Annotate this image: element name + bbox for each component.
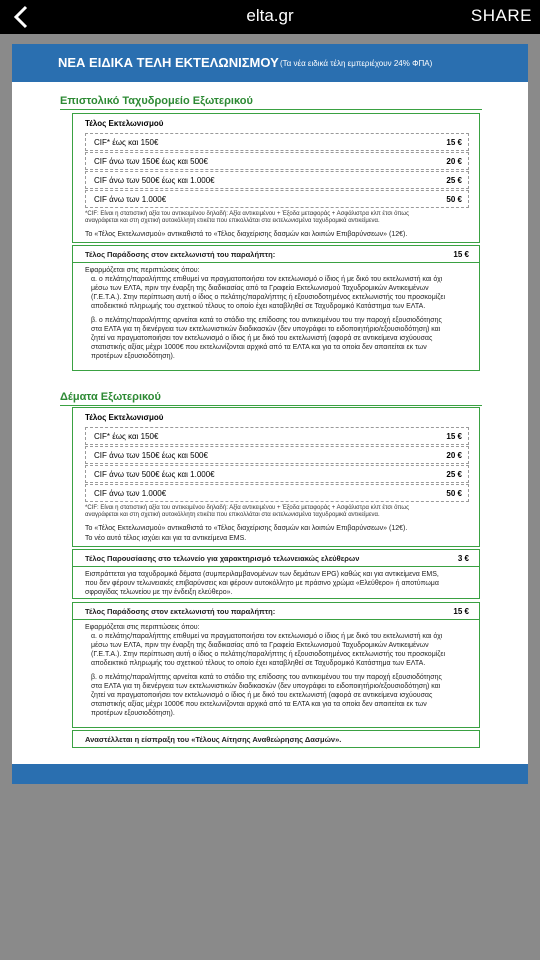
fee-row-label: CIF άνω των 150€ έως και 500€	[94, 451, 208, 460]
replacement-note: Το «Τέλος Εκτελωνισμού» αντικαθιστά το «Τέλος διαχείρισης δασμών και λοιπών Επιβαρύνσεων» (12€).	[85, 231, 408, 238]
fee-row-amount: 50 €	[446, 195, 462, 204]
share-button[interactable]: SHARE	[470, 6, 532, 25]
presentation-text: που δεν φέρουν τελωνειακές επιβαρύνσεις και φέρουν αυτοκόλλητο με πράσινο χρώμα «Ελεύθερο» ή αποτύπωμα	[85, 580, 439, 587]
presentation-text: Εισπράττεται για ταχυδρομικά δέματα (συμπεριλαμβανομένων των δεμάτων EPG) καθώς και για αντικείμενα EMS,	[85, 571, 439, 578]
presentation-fee-box	[72, 549, 480, 599]
case-b-text: στατιστικής αξίας μέχρι 1000€ που εκτελωνίζονται αρχικά από τα ΕΛΤΑ και για τα οποία δεν απαιτείται εκ των	[91, 701, 427, 708]
document-banner	[12, 44, 528, 82]
case-a-text: αποδεικτικό πληρωμής του σχετικού τέλους το οποίο έχει καταβληθεί σε Ταχυδρομικό Κατάστημα των ΕΛΤΑ.	[91, 660, 426, 667]
divider	[73, 262, 479, 263]
fee-row-amount: 15 €	[446, 432, 462, 441]
case-a-text: μέσω των ΕΛΤΑ, πριν την έναρξη της διαδικασίας από τα Γραφεία Εκτελωνισμού Ταχυδρομικών Αντικειμένων	[91, 642, 429, 649]
delivery-fee-title: Τέλος Παράδοσης στον εκτελωνιστή του παραλήπτη:	[85, 250, 276, 259]
section-heading-letters: Επιστολικό Ταχυδρομείο Εξωτερικού	[60, 95, 253, 107]
top-bar	[0, 0, 540, 34]
presentation-fee-amount: 3 €	[457, 554, 469, 563]
fee-row-amount: 50 €	[446, 489, 462, 498]
fee-row-label: CIF άνω των 1.000€	[94, 489, 167, 498]
case-b-text: στατιστικής αξίας μέχρι 1000€ που εκτελωνίζονται αρχικά από τα ΕΛΤΑ και για τα οποία δεν απαιτείται εκ των	[91, 344, 427, 351]
section-divider	[60, 109, 482, 110]
fee-row-label: CIF* έως και 150€	[94, 138, 159, 147]
fee-row	[85, 152, 469, 170]
delivery-fee-box-letters	[72, 245, 480, 371]
case-b-text: ζητεί να πραγματοποιήσει τον εκτελωνισμό ο ίδιος ή με δικό του εκτελωνιστή (αφορά σε αντικείμενα ισχύουσας	[91, 692, 433, 699]
fee-row-label: CIF άνω των 500€ έως και 1.000€	[94, 176, 215, 185]
ems-note: Το νέο αυτό τέλος ισχύει και για τα αντικείμενα EMS.	[85, 535, 247, 542]
section-heading-parcels: Δέματα Εξωτερικού	[60, 391, 161, 403]
fee-row	[85, 171, 469, 189]
fee-row	[85, 465, 469, 483]
case-a-text: αποδεικτικό πληρωμής του σχετικού τέλους το οποίο έχει καταβληθεί σε Ταχυδρομικό Κατάστημα των ΕΛΤΑ.	[91, 303, 426, 310]
cif-note: αναγράφεται και στη σχετική αυτοκόλλητη ετικέτα που επικολλάται στα εκτελωνισμένα ταχυδρομικά αντικείμενα.	[85, 218, 380, 224]
delivery-fee-amount: 15 €	[453, 607, 469, 616]
banner-title: ΝΕΑ ΕΙΔΙΚΑ ΤΕΛΗ ΕΚΤΕΛΩΝΙΣΜΟΥ	[58, 55, 279, 70]
box-title: Τέλος Εκτελωνισμού	[85, 119, 164, 128]
fee-row	[85, 133, 469, 151]
case-b-text: στα ΕΛΤΑ για τη διενέργεια των εκτελωνιστικών διαδικασιών (δεν υπογράφει το ειδοποιητήριο/εξουσιοδότηση) και	[91, 326, 441, 333]
cif-note: *CIF: Είναι η στατιστική αξία του αντικειμένου δηλαδή: Αξία αντικειμένου + Έξοδα μεταφοράς + Ασφάλιστρα κλπ έτσι όπως	[85, 211, 409, 217]
case-b-text: στα ΕΛΤΑ για τη διενέργεια των εκτελωνιστικών διαδικασιών (δεν υπογράφει το ειδοποιητήριο/εξουσιοδότηση) και	[91, 683, 441, 690]
case-b-text: ζητεί να πραγματοποιήσει τον εκτελωνισμό ο ίδιος ή με δικό του εκτελωνιστή (αφορά σε αντικείμενα ισχύουσας	[91, 335, 433, 342]
fee-row-label: CIF* έως και 150€	[94, 432, 159, 441]
suspension-notice: Αναστέλλεται η είσπραξη του «Τέλους Αίτησης Αναθεώρησης Δασμών».	[85, 735, 342, 744]
fee-row-amount: 15 €	[446, 138, 462, 147]
case-b-text: β. ο πελάτης/παραλήπτης αρνείται κατά το στάδιο της επίδοσης του αντικειμένου του την παροχή εξουσιοδότησης	[91, 317, 442, 324]
document-footer-band	[12, 764, 528, 784]
box-title: Τέλος Εκτελωνισμού	[85, 413, 164, 422]
delivery-fee-amount: 15 €	[453, 250, 469, 259]
case-a-text: μέσω των ΕΛΤΑ, πριν την έναρξη της διαδικασίας από τα Γραφεία Εκτελωνισμού Ταχυδρομικών Αντικειμένων	[91, 285, 429, 292]
banner-note: (Τα νέα ειδικά τέλη εμπεριέχουν 24% ΦΠΑ)	[280, 59, 433, 68]
fee-row-label: CIF άνω των 1.000€	[94, 195, 167, 204]
case-b-text: προτέρων εξουσιοδότηση).	[91, 353, 175, 360]
fee-row-amount: 25 €	[446, 176, 462, 185]
presentation-fee-title: Τέλος Παρουσίασης στο τελωνείο για χαρακτηρισμό τελωνειακώς ελεύθερων	[85, 554, 360, 563]
case-a-text: (Γ.Ε.Τ.Α.). Στην περίπτωση αυτή ο ίδιος ο πελάτης/παραλήπτης ή εξουσιοδοτημένος εκτελωνιστής του προσκομίζει	[91, 294, 446, 301]
clearance-fee-box-parcels	[72, 407, 480, 547]
applies-heading: Εφαρμόζεται στις περιπτώσεις όπου:	[85, 267, 200, 274]
fee-row-amount: 20 €	[446, 451, 462, 460]
fee-row	[85, 484, 469, 502]
fee-row-amount: 25 €	[446, 470, 462, 479]
fee-row	[85, 446, 469, 464]
page-domain: elta.gr	[246, 6, 294, 25]
presentation-text: σφραγίδας τελωνείου με την ένδειξη ελεύθερο».	[85, 589, 233, 596]
section-divider	[60, 405, 482, 406]
divider	[73, 619, 479, 620]
case-a-text: α. ο πελάτης/παραλήπτης επιθυμεί να πραγματοποιήσει τον εκτελωνισμό ο ίδιος ή με δικό του εκτελωνιστή και όχι	[91, 633, 443, 640]
case-b-text: β. ο πελάτης/παραλήπτης αρνείται κατά το στάδιο της επίδοσης του αντικειμένου του την παροχή εξουσιοδότησης	[91, 674, 442, 681]
fee-row	[85, 190, 469, 208]
fee-row-label: CIF άνω των 150€ έως και 500€	[94, 157, 208, 166]
fee-row-amount: 20 €	[446, 157, 462, 166]
case-a-text: α. ο πελάτης/παραλήπτης επιθυμεί να πραγματοποιήσει τον εκτελωνισμό ο ίδιος ή με δικό του εκτελωνιστή και όχι	[91, 276, 443, 283]
clearance-fee-box-letters	[72, 113, 480, 243]
case-a-text: (Γ.Ε.Τ.Α.). Στην περίπτωση αυτή ο ίδιος ο πελάτης/παραλήπτης ή εξουσιοδοτημένος εκτελωνιστής του προσκομίζει	[91, 651, 446, 658]
fee-document	[12, 44, 528, 784]
divider	[73, 566, 479, 567]
case-b-text: προτέρων εξουσιοδότηση).	[91, 710, 175, 717]
fee-row-label: CIF άνω των 500€ έως και 1.000€	[94, 470, 215, 479]
cif-note: *CIF: Είναι η στατιστική αξία του αντικειμένου δηλαδή: Αξία αντικειμένου + Έξοδα μεταφοράς + Ασφάλιστρα κλπ έτσι όπως	[85, 505, 409, 511]
delivery-fee-title: Τέλος Παράδοσης στον εκτελωνιστή του παραλήπτη:	[85, 607, 276, 616]
suspension-notice-box	[72, 730, 480, 748]
fee-row	[85, 427, 469, 445]
replacement-note: Το «Τέλος Εκτελωνισμού» αντικαθιστά το «Τέλος διαχείρισης δασμών και λοιπών Επιβαρύνσεων» (12€).	[85, 525, 408, 532]
applies-heading: Εφαρμόζεται στις περιπτώσεις όπου:	[85, 624, 200, 631]
delivery-fee-box-parcels	[72, 602, 480, 728]
cif-note: αναγράφεται και στη σχετική αυτοκόλλητη ετικέτα που επικολλάται στα εκτελωνισμένα ταχυδρομικά αντικείμενα.	[85, 512, 380, 518]
